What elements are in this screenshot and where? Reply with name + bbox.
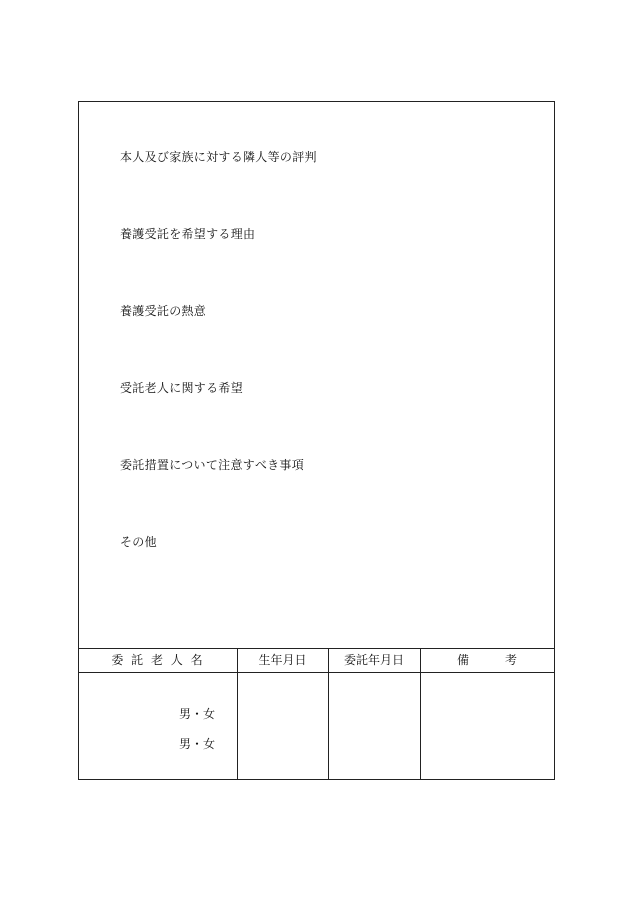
header-entrusted-name: 委 託 老 人 名 — [111, 653, 205, 667]
section-wishes-label: 受託老人に関する希望 — [120, 381, 244, 395]
section-enthusiasm-label: 養護受託の熱意 — [120, 304, 207, 318]
sex-option-row-1: 男・女 — [179, 707, 216, 721]
header-remarks: 備 考 — [456, 653, 517, 667]
header-entrust-date: 委託年月日 — [343, 653, 404, 667]
entrustment-form — [78, 101, 555, 780]
section-reason-label: 養護受託を希望する理由 — [120, 227, 256, 241]
section-notes-label: 委託措置について注意すべき事項 — [120, 458, 305, 472]
header-birth-date: 生年月日 — [258, 653, 307, 667]
section-neighbor-reputation-label: 本人及び家族に対する隣人等の評判 — [120, 150, 317, 164]
entrusted-elderly-table — [79, 648, 554, 780]
section-other-label: その他 — [120, 535, 157, 549]
sex-option-row-2: 男・女 — [179, 737, 216, 751]
